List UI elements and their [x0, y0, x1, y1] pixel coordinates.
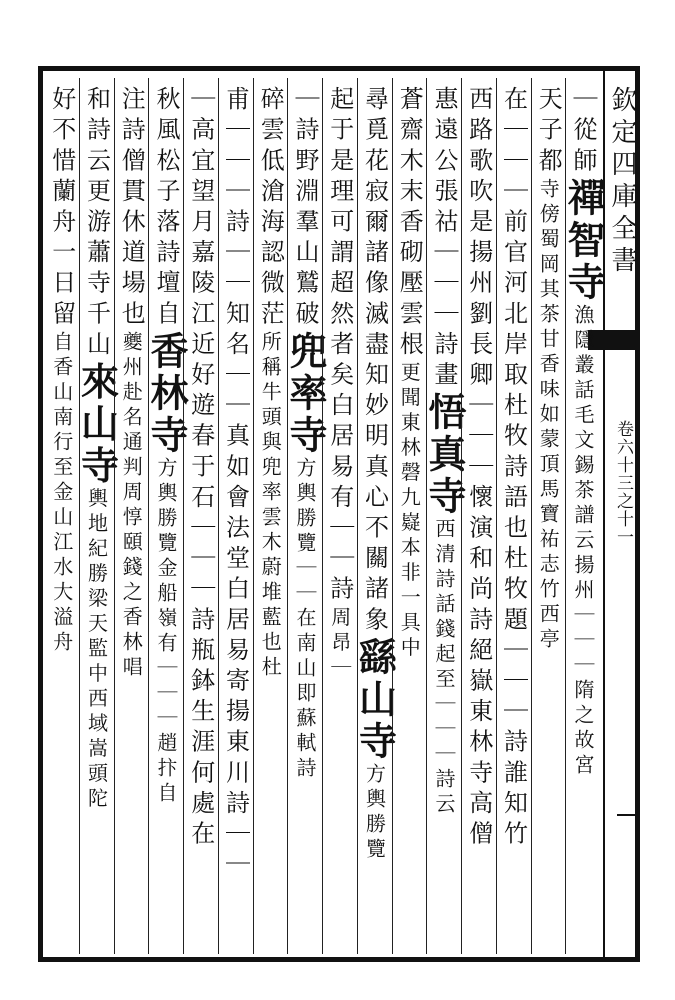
text-column: 起于是理可謂超然者矣白居易有｜｜詩周昂｜ — [322, 78, 357, 954]
text-column: 惠遠公張祜｜｜｜詩畫悟真寺西清詩話錢起至｜｜｜詩云 — [426, 78, 461, 954]
text-column: 好不惜蘭舟一日留自香山南行至金山江水大溢舟 — [47, 86, 76, 656]
text-column: 和詩云更游蕭寺千山來山寺輿地紀勝梁天監中西域嵩頭陀 — [79, 78, 114, 954]
text-column: ｜詩野淵羣山鷲破兜率寺方輿勝覽｜｜在南山即蘇軾詩 — [287, 78, 322, 954]
book-title: 欽定四庫全書 — [607, 86, 637, 278]
text-column: 甫｜｜｜詩｜｜知名｜｜真如會法堂白居易寄揚東川詩｜｜ — [218, 78, 253, 954]
text-column: 在｜｜｜前官河北岸取杜牧詩語也杜牧題｜｜｜詩誰知竹 — [496, 78, 531, 954]
page-tick — [617, 814, 637, 816]
text-columns — [44, 78, 606, 954]
text-column: 秋風松子落詩壇自香林寺方輿勝覽金船嶺有｜｜｜趙抃自 — [148, 78, 183, 954]
folio-label: 卷六十三之十一 — [613, 420, 633, 546]
text-column: 碎雲低滄海認微茫所稱牛頭與兜率雲木蔚堆藍也杜 — [253, 78, 288, 954]
text-column: 注詩僧貫休道場也夔州赴名通判周惇頤錢之香林唱 — [114, 78, 149, 954]
text-column: 尋覓花寂爾諸像滅盡知妙明真心不關諸象繇山寺方輿勝覽 — [357, 78, 392, 954]
text-column: 蒼齋木末香砌壓雲根更聞東林磬九嶷本非一具中 — [392, 78, 427, 954]
text-column: 天子都寺傍蜀岡其茶甘香味如蒙頂馬寶祐志竹西亭 — [531, 78, 566, 954]
text-column: ｜高宜望月嘉陵江近好遊春于石｜｜｜詩瓶鉢生涯何處在 — [183, 78, 218, 954]
text-column: ｜從師禪智寺漁隱叢話毛文錫茶譜云揚州｜｜｜隋之故宮 — [565, 78, 600, 954]
text-column: 西路歌吹是揚州劉長卿｜｜｜懷演和尚詩絕嶽東林寺高僧 — [461, 78, 496, 954]
